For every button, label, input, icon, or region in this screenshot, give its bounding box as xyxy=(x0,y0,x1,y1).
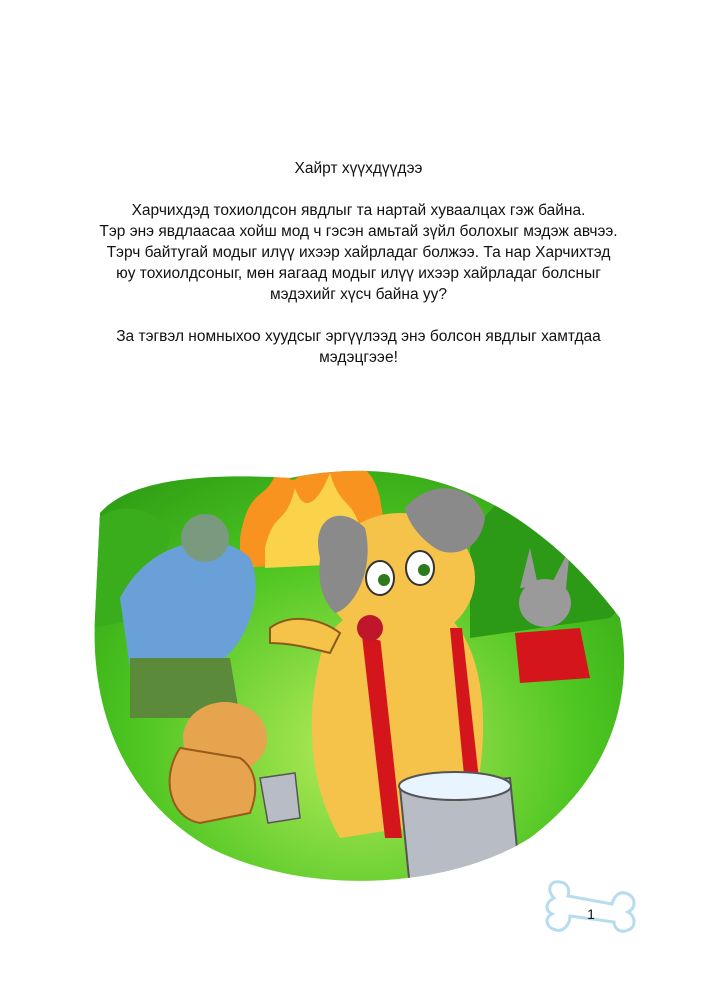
paragraph-2-line: мэдэцгээе! xyxy=(319,349,398,366)
paragraph-1-line: Тэр энэ явдлаасаа хойш мод ч гэсэн амьтай зүйл болохыг мэдэж авчээ. xyxy=(99,223,618,240)
paragraph-1-line: мэдэхийг хүсч байна уу? xyxy=(269,286,448,303)
cartoon-illustration xyxy=(90,418,630,888)
paragraph-1-line: Тэрч байтугай модыг илүү ихээр хайрладаг болжээ. Та нар Харчихтэд xyxy=(106,244,611,261)
greeting: Хайрт хүүхдүүдээ xyxy=(294,160,423,177)
paragraph-2-line: За тэгвэл номныхоо хуудсыг эргүүлээд энэ болсон явдлыг хамтдаа xyxy=(116,328,601,345)
page-number: 1 xyxy=(587,906,595,922)
paragraph-2 xyxy=(70,326,647,368)
paragraph-1-line: юу тохиолдсоныг, мөн яагаад модыг илүү ихээр хайрладаг болсныг xyxy=(116,265,601,282)
cartoon-dogs-fire-scene-icon xyxy=(90,418,630,888)
intro-letter xyxy=(70,158,647,389)
paragraph-1-line: Харчихдэд тохиолдсон явдлыг та нартай хуваалцах гэж байна. xyxy=(131,202,586,219)
paragraph-1 xyxy=(70,200,647,305)
